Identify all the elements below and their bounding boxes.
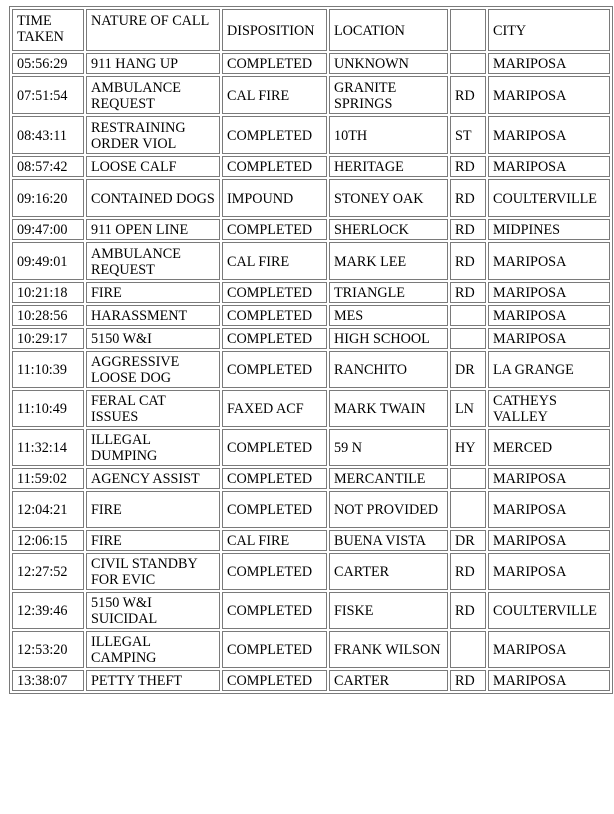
- call-log-table: [9, 6, 613, 694]
- cell-disposition: COMPLETED: [222, 670, 327, 691]
- cell-nature: CIVIL STANDBY FOR EVIC: [86, 553, 220, 590]
- cell-location: MERCANTILE: [329, 468, 448, 489]
- cell-time: 12:39:46: [12, 592, 84, 629]
- cell-suffix: RD: [450, 553, 486, 590]
- cell-disposition: COMPLETED: [222, 468, 327, 489]
- header-suffix: [450, 9, 486, 51]
- cell-suffix: RD: [450, 242, 486, 280]
- cell-nature: 911 OPEN LINE: [86, 219, 220, 240]
- cell-time: 08:57:42: [12, 156, 84, 177]
- table-row: [12, 429, 610, 466]
- cell-location: BUENA VISTA: [329, 530, 448, 551]
- cell-time: 13:38:07: [12, 670, 84, 691]
- cell-location: SHERLOCK: [329, 219, 448, 240]
- cell-nature: FIRE: [86, 491, 220, 528]
- cell-disposition: COMPLETED: [222, 592, 327, 629]
- cell-time: 07:51:54: [12, 76, 84, 114]
- table-row: [12, 328, 610, 349]
- cell-time: 11:10:49: [12, 390, 84, 427]
- cell-suffix: DR: [450, 351, 486, 388]
- cell-location: MARK TWAIN: [329, 390, 448, 427]
- cell-nature: 911 HANG UP: [86, 53, 220, 74]
- cell-location: MARK LEE: [329, 242, 448, 280]
- cell-time: 12:06:15: [12, 530, 84, 551]
- cell-time: 12:53:20: [12, 631, 84, 668]
- cell-disposition: CAL FIRE: [222, 530, 327, 551]
- cell-city: MARIPOSA: [488, 530, 610, 551]
- cell-city: COULTERVILLE: [488, 592, 610, 629]
- cell-time: 12:27:52: [12, 553, 84, 590]
- cell-nature: AGENCY ASSIST: [86, 468, 220, 489]
- cell-suffix: RD: [450, 76, 486, 114]
- cell-city: MARIPOSA: [488, 553, 610, 590]
- cell-disposition: IMPOUND: [222, 179, 327, 217]
- cell-disposition: COMPLETED: [222, 631, 327, 668]
- cell-suffix: [450, 468, 486, 489]
- cell-disposition: COMPLETED: [222, 328, 327, 349]
- cell-suffix: RD: [450, 592, 486, 629]
- cell-city: COULTERVILLE: [488, 179, 610, 217]
- cell-disposition: COMPLETED: [222, 282, 327, 303]
- cell-disposition: CAL FIRE: [222, 242, 327, 280]
- cell-location: RANCHITO: [329, 351, 448, 388]
- cell-suffix: [450, 305, 486, 326]
- cell-time: 11:59:02: [12, 468, 84, 489]
- cell-city: MARIPOSA: [488, 305, 610, 326]
- cell-suffix: [450, 631, 486, 668]
- cell-city: MARIPOSA: [488, 631, 610, 668]
- cell-disposition: COMPLETED: [222, 53, 327, 74]
- cell-city: MERCED: [488, 429, 610, 466]
- cell-city: MARIPOSA: [488, 282, 610, 303]
- cell-time: 11:32:14: [12, 429, 84, 466]
- cell-disposition: COMPLETED: [222, 491, 327, 528]
- cell-suffix: LN: [450, 390, 486, 427]
- cell-disposition: COMPLETED: [222, 156, 327, 177]
- cell-disposition: COMPLETED: [222, 553, 327, 590]
- cell-city: MARIPOSA: [488, 53, 610, 74]
- cell-nature: AMBULANCE REQUEST: [86, 76, 220, 114]
- cell-suffix: [450, 328, 486, 349]
- cell-disposition: COMPLETED: [222, 429, 327, 466]
- cell-time: 11:10:39: [12, 351, 84, 388]
- cell-nature: PETTY THEFT: [86, 670, 220, 691]
- cell-suffix: [450, 491, 486, 528]
- cell-suffix: RD: [450, 282, 486, 303]
- cell-suffix: [450, 53, 486, 74]
- header-location: LOCATION: [329, 9, 448, 51]
- cell-city: MARIPOSA: [488, 491, 610, 528]
- table-row: [12, 491, 610, 528]
- cell-location: STONEY OAK: [329, 179, 448, 217]
- cell-nature: FIRE: [86, 530, 220, 551]
- cell-location: CARTER: [329, 670, 448, 691]
- call-log-sheet: [9, 6, 613, 694]
- cell-nature: 5150 W&I: [86, 328, 220, 349]
- cell-city: MARIPOSA: [488, 76, 610, 114]
- cell-location: HIGH SCHOOL: [329, 328, 448, 349]
- cell-location: 10TH: [329, 116, 448, 154]
- cell-nature: FERAL CAT ISSUES: [86, 390, 220, 427]
- table-header-row: [12, 9, 610, 51]
- cell-location: 59 N: [329, 429, 448, 466]
- cell-time: 09:47:00: [12, 219, 84, 240]
- header-nature: NATURE OF CALL: [86, 9, 220, 51]
- cell-nature: 5150 W&I SUICIDAL: [86, 592, 220, 629]
- cell-location: GRANITE SPRINGS: [329, 76, 448, 114]
- cell-location: CARTER: [329, 553, 448, 590]
- table-row: [12, 592, 610, 629]
- table-row: [12, 53, 610, 74]
- table-row: [12, 305, 610, 326]
- cell-suffix: HY: [450, 429, 486, 466]
- cell-city: MARIPOSA: [488, 116, 610, 154]
- table-row: [12, 282, 610, 303]
- cell-suffix: RD: [450, 156, 486, 177]
- cell-city: MIDPINES: [488, 219, 610, 240]
- cell-city: LA GRANGE: [488, 351, 610, 388]
- cell-suffix: ST: [450, 116, 486, 154]
- cell-city: MARIPOSA: [488, 242, 610, 280]
- table-row: [12, 390, 610, 427]
- cell-city: CATHEYS VALLEY: [488, 390, 610, 427]
- cell-nature: HARASSMENT: [86, 305, 220, 326]
- cell-time: 10:28:56: [12, 305, 84, 326]
- cell-location: HERITAGE: [329, 156, 448, 177]
- header-city: CITY: [488, 9, 610, 51]
- cell-city: MARIPOSA: [488, 468, 610, 489]
- table-row: [12, 670, 610, 691]
- cell-disposition: COMPLETED: [222, 305, 327, 326]
- table-row: [12, 468, 610, 489]
- table-row: [12, 351, 610, 388]
- cell-disposition: FAXED ACF: [222, 390, 327, 427]
- cell-nature: CONTAINED DOGS: [86, 179, 220, 217]
- cell-nature: FIRE: [86, 282, 220, 303]
- cell-suffix: RD: [450, 670, 486, 691]
- cell-nature: ILLEGAL CAMPING: [86, 631, 220, 668]
- table-row: [12, 219, 610, 240]
- cell-location: NOT PROVIDED: [329, 491, 448, 528]
- cell-city: MARIPOSA: [488, 156, 610, 177]
- table-row: [12, 116, 610, 154]
- cell-nature: AMBULANCE REQUEST: [86, 242, 220, 280]
- table-row: [12, 76, 610, 114]
- table-row: [12, 179, 610, 217]
- cell-time: 08:43:11: [12, 116, 84, 154]
- table-row: [12, 156, 610, 177]
- header-disposition: DISPOSITION: [222, 9, 327, 51]
- cell-disposition: COMPLETED: [222, 219, 327, 240]
- cell-nature: AGGRESSIVE LOOSE DOG: [86, 351, 220, 388]
- table-row: [12, 631, 610, 668]
- cell-city: MARIPOSA: [488, 328, 610, 349]
- cell-location: FISKE: [329, 592, 448, 629]
- cell-time: 10:29:17: [12, 328, 84, 349]
- cell-time: 05:56:29: [12, 53, 84, 74]
- cell-nature: ILLEGAL DUMPING: [86, 429, 220, 466]
- cell-nature: RESTRAINING ORDER VIOL: [86, 116, 220, 154]
- cell-disposition: COMPLETED: [222, 351, 327, 388]
- cell-city: MARIPOSA: [488, 670, 610, 691]
- cell-location: TRIANGLE: [329, 282, 448, 303]
- cell-disposition: COMPLETED: [222, 116, 327, 154]
- table-row: [12, 242, 610, 280]
- cell-time: 09:49:01: [12, 242, 84, 280]
- cell-suffix: DR: [450, 530, 486, 551]
- cell-time: 12:04:21: [12, 491, 84, 528]
- cell-suffix: RD: [450, 179, 486, 217]
- table-row: [12, 530, 610, 551]
- cell-location: MES: [329, 305, 448, 326]
- cell-disposition: CAL FIRE: [222, 76, 327, 114]
- cell-time: 10:21:18: [12, 282, 84, 303]
- cell-location: UNKNOWN: [329, 53, 448, 74]
- cell-nature: LOOSE CALF: [86, 156, 220, 177]
- table-row: [12, 553, 610, 590]
- header-time: TIME TAKEN: [12, 9, 84, 51]
- cell-location: FRANK WILSON: [329, 631, 448, 668]
- cell-time: 09:16:20: [12, 179, 84, 217]
- cell-suffix: RD: [450, 219, 486, 240]
